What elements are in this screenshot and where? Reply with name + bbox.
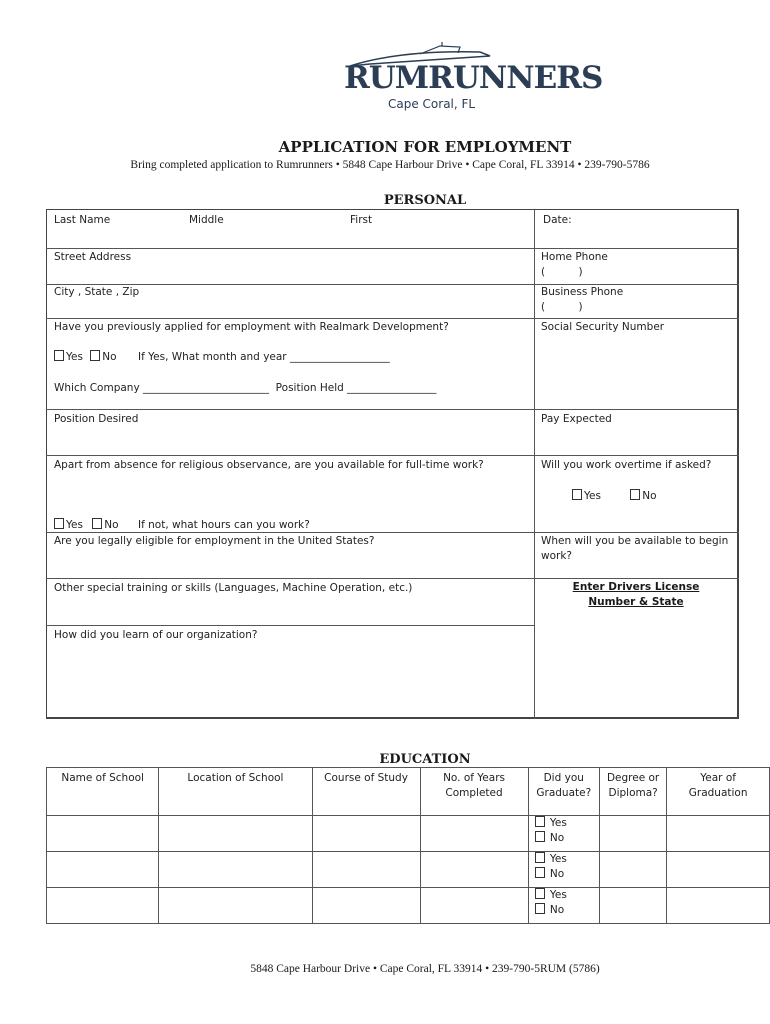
grad-year-cell[interactable] bbox=[667, 888, 770, 924]
col-name-of-school: Name of School bbox=[47, 768, 159, 816]
education-table bbox=[46, 767, 770, 924]
prev-applied-yes-checkbox[interactable] bbox=[54, 350, 64, 361]
learn-of-organization-field[interactable]: How did you learn of our organization? bbox=[54, 629, 258, 641]
fulltime-question: Apart from absence for religious observance, are you available for full-time work? bbox=[54, 459, 484, 471]
course-cell[interactable] bbox=[312, 816, 420, 852]
grad-year-cell[interactable] bbox=[667, 816, 770, 852]
table-row bbox=[47, 888, 770, 924]
graduate-yes-label: Yes bbox=[549, 889, 567, 901]
date-field[interactable]: Date: bbox=[543, 214, 572, 226]
when-applied-field[interactable]: If Yes, What month and year ___________________ bbox=[138, 351, 390, 363]
drivers-license-label-2: Number & State bbox=[588, 596, 684, 608]
which-company-field[interactable]: Which Company ________________________ Position Held _________________ bbox=[54, 382, 437, 394]
fulltime-yes-checkbox[interactable] bbox=[54, 518, 64, 529]
grad-year-cell[interactable] bbox=[667, 852, 770, 888]
graduate-yes-checkbox[interactable] bbox=[535, 888, 545, 899]
col-did-you-graduate: Did you Graduate? bbox=[528, 768, 599, 816]
school-location-cell[interactable] bbox=[159, 816, 312, 852]
graduate-no-checkbox[interactable] bbox=[535, 903, 545, 914]
education-header-row bbox=[47, 768, 770, 816]
course-cell[interactable] bbox=[312, 852, 420, 888]
graduate-yes-label: Yes bbox=[549, 817, 567, 829]
middle-name-field[interactable]: Middle bbox=[189, 214, 224, 226]
logo-name: RUMRUNNERS bbox=[344, 60, 603, 96]
degree-cell[interactable] bbox=[599, 816, 666, 852]
page-subtitle: Bring completed application to Rumrunners • 5848 Cape Harbour Drive • Cape Coral, FL 33914 • 239-790-5786 bbox=[130, 159, 650, 171]
fulltime-no-label: No bbox=[104, 519, 119, 531]
last-name-field[interactable]: Last Name bbox=[54, 214, 111, 226]
prev-applied-options bbox=[54, 350, 117, 365]
school-name-cell[interactable] bbox=[47, 852, 159, 888]
prev-applied-no-checkbox[interactable] bbox=[90, 350, 100, 361]
training-skills-field[interactable]: Other special training or skills (Languages, Machine Operation, etc.) bbox=[54, 582, 413, 594]
previously-applied-question: Have you previously applied for employment with Realmark Development? bbox=[54, 321, 449, 333]
graduate-cell bbox=[528, 816, 599, 852]
school-location-cell[interactable] bbox=[159, 852, 312, 888]
hours-available-field[interactable]: If not, what hours can you work? bbox=[138, 519, 310, 531]
street-address-field[interactable]: Street Address bbox=[54, 251, 132, 263]
school-name-cell[interactable] bbox=[47, 816, 159, 852]
page-title: APPLICATION FOR EMPLOYMENT bbox=[278, 138, 572, 156]
col-year-of-graduation: Year of Graduation bbox=[667, 768, 770, 816]
prev-applied-no-label: No bbox=[102, 351, 117, 363]
ssn-field[interactable]: Social Security Number bbox=[541, 321, 665, 333]
business-phone-paren: ( ) bbox=[541, 301, 583, 313]
graduate-cell bbox=[528, 852, 599, 888]
col-degree-or-diploma: Degree or Diploma? bbox=[599, 768, 666, 816]
home-phone-field[interactable]: Home Phone bbox=[541, 251, 608, 263]
fulltime-options bbox=[54, 518, 119, 533]
personal-heading: PERSONAL bbox=[383, 193, 467, 208]
table-row bbox=[47, 852, 770, 888]
fulltime-no-checkbox[interactable] bbox=[92, 518, 102, 529]
col-location-of-school: Location of School bbox=[159, 768, 312, 816]
graduate-no-label: No bbox=[549, 904, 565, 916]
overtime-question: Will you work overtime if asked? bbox=[541, 459, 712, 471]
overtime-no-checkbox[interactable] bbox=[630, 489, 640, 500]
graduate-no-checkbox[interactable] bbox=[535, 867, 545, 878]
overtime-yes-label: Yes bbox=[584, 490, 601, 502]
degree-cell[interactable] bbox=[599, 852, 666, 888]
col-years-completed: No. of Years Completed bbox=[420, 768, 528, 816]
graduate-no-checkbox[interactable] bbox=[535, 831, 545, 842]
eligible-question: Are you legally eligible for employment in the United States? bbox=[54, 535, 375, 547]
overtime-yes-checkbox[interactable] bbox=[572, 489, 582, 500]
page-footer: 5848 Cape Harbour Drive • Cape Coral, FL 33914 • 239-790-5RUM (5786) bbox=[250, 963, 600, 975]
logo-location: Cape Coral, FL bbox=[388, 97, 476, 111]
years-cell[interactable] bbox=[420, 852, 528, 888]
pay-expected-field[interactable]: Pay Expected bbox=[541, 413, 612, 425]
city-state-zip-field[interactable]: City , State , Zip bbox=[54, 286, 140, 298]
education-heading: EDUCATION bbox=[379, 752, 471, 767]
position-desired-field[interactable]: Position Desired bbox=[54, 413, 139, 425]
years-cell[interactable] bbox=[420, 888, 528, 924]
overtime-options bbox=[572, 489, 657, 504]
school-location-cell[interactable] bbox=[159, 888, 312, 924]
graduate-cell bbox=[528, 888, 599, 924]
years-cell[interactable] bbox=[420, 816, 528, 852]
home-phone-paren: ( ) bbox=[541, 266, 583, 278]
school-name-cell[interactable] bbox=[47, 888, 159, 924]
prev-applied-yes-label: Yes bbox=[66, 351, 83, 363]
graduate-yes-checkbox[interactable] bbox=[535, 852, 545, 863]
graduate-no-label: No bbox=[549, 832, 565, 844]
company-logo bbox=[330, 42, 603, 118]
overtime-no-label: No bbox=[642, 490, 657, 502]
fulltime-yes-label: Yes bbox=[66, 519, 83, 531]
course-cell[interactable] bbox=[312, 888, 420, 924]
degree-cell[interactable] bbox=[599, 888, 666, 924]
graduate-no-label: No bbox=[549, 868, 565, 880]
table-row bbox=[47, 816, 770, 852]
col-course-of-study: Course of Study bbox=[312, 768, 420, 816]
first-name-field[interactable]: First bbox=[350, 214, 373, 226]
graduate-yes-label: Yes bbox=[549, 853, 567, 865]
available-begin-field[interactable]: When will you be available to begin work? bbox=[541, 535, 729, 562]
graduate-yes-checkbox[interactable] bbox=[535, 816, 545, 827]
drivers-license-label-1: Enter Drivers License bbox=[572, 581, 700, 593]
business-phone-field[interactable]: Business Phone bbox=[541, 286, 624, 298]
